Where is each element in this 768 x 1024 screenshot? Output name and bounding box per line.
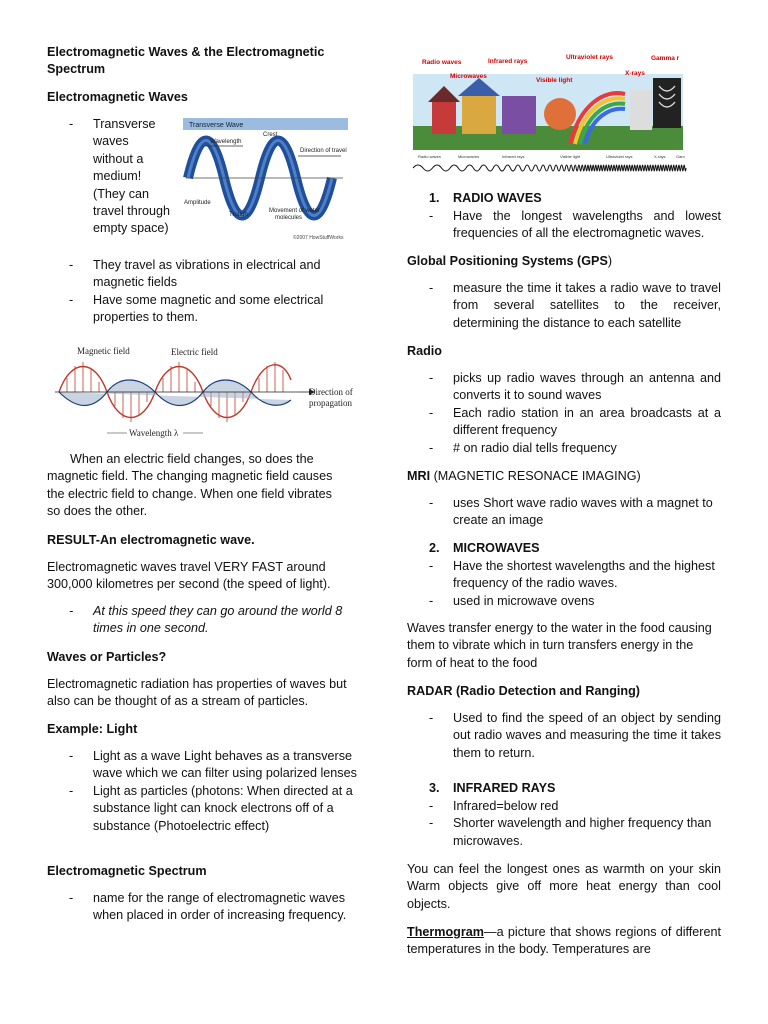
radio-waves-heading-list [407, 190, 721, 207]
gps-bullets [407, 280, 721, 332]
radar-heading: RADAR (Radio Detection and Ranging) [407, 684, 640, 698]
spectrum-bottom-label: X-rays [654, 154, 666, 159]
label-microwaves: Microwaves [450, 73, 487, 80]
crest-label: Crest [263, 132, 278, 138]
radio-bullets [407, 370, 721, 457]
radio-waves-bullets [407, 208, 721, 243]
radio-subheading: Radio [407, 344, 442, 358]
direction-label-2: propagation [309, 398, 352, 408]
bullet-vibrations: - They travel as vibrations in electrical and magnetic fields [47, 257, 347, 292]
amplitude-label: Amplitude [184, 200, 211, 206]
spectrum-bottom-label: Infrared rays [502, 154, 525, 159]
wavelength-label: Wavelength [210, 139, 242, 145]
bullet-radar: - Used to find the speed of an object by sending out radio waves and measuring the time it takes them to return. [407, 710, 721, 762]
microwave-oven [502, 96, 536, 134]
spectrum-bottom-label: Microwaves [458, 154, 480, 159]
bullet-radio-station: - Each radio station in an area broadcasts at a different frequency [407, 405, 721, 440]
transverse-wave-figure [183, 118, 348, 245]
house-1 [432, 100, 456, 134]
bullet-properties: - Have some magnetic and some electrical properties to them. [47, 292, 347, 327]
magnetic-field-label: Magnetic field [77, 346, 130, 356]
infrared-heading-list [407, 780, 721, 797]
bullet-transverse: - Transverse waves without a medium! (They can travel through empty space) [47, 116, 171, 238]
label-radio-waves: Radio waves [422, 59, 462, 66]
spectrum-figure [410, 44, 688, 176]
label-infrared: Infrared rays [488, 58, 528, 65]
bullet-light-wave: - Light as a wave Light behaves as a transverse wave which we can filter using polarized lenses [47, 748, 359, 783]
em-wave-figure [47, 340, 357, 440]
movement-label-2: molecules [275, 215, 303, 221]
spectrum-bottom-label: Visible light [560, 154, 581, 159]
microwaves-heading: 2. MICROWAVES [429, 541, 540, 555]
electric-field-label: Electric field [171, 347, 218, 357]
label-visible-light: Visible light [536, 77, 573, 84]
label-ultraviolet: Ultraviolet rays [566, 54, 613, 61]
infrared-bullets [407, 798, 721, 850]
heat-lamp [544, 98, 576, 130]
em-waves-bullets-2 [47, 257, 347, 327]
speed-paragraph: Electromagnetic waves travel VERY FAST around 300,000 kilometres per second (the speed of light). [47, 560, 331, 592]
light-bullets [47, 748, 359, 835]
bullet-radio-longest: - Have the longest wavelengths and lowest frequencies of all the electromagnetic waves. [407, 208, 721, 243]
bullet-light-particle: - Light as particles (photons: When directed at a substance light can knock electrons off of a substance (Photoelectric effect) [47, 783, 359, 835]
bullet-mri: - uses Short wave radio waves with a magnet to create an image [407, 495, 721, 530]
warmth-paragraph: You can feel the longest ones as warmth on your skin Warm objects give off more heat energy than cool objects. [407, 862, 721, 911]
bullet-radio-dial: - # on radio dial tells frequency [407, 440, 721, 457]
field-change-paragraph: When an electric field changes, so does the magnetic field. The changing magnetic field causes the electric field to change. When one field vibrates so does the other. [47, 452, 333, 519]
waves-energy-paragraph: Waves transfer energy to the water in the food causing them to vibrate which in turn transfers energy in the form of heat to the food [407, 621, 712, 670]
label-xrays: X-rays [625, 70, 645, 77]
spectrum-heading: Electromagnetic Spectrum [47, 864, 207, 878]
bullet-ir-below-red: - Infrared=below red [407, 798, 721, 815]
radar-bullets [407, 710, 721, 762]
radiation-paragraph: Electromagnetic radiation has properties of waves but also can be thought of as a stream of particles. [47, 677, 347, 709]
document-title: Electromagnetic Waves & the Electromagnetic Spectrum [47, 45, 325, 77]
gps-heading: Global Positioning Systems (GPS) [407, 254, 613, 268]
mri-bullets [407, 495, 721, 530]
infrared-heading: 3. INFRARED RAYS [429, 781, 556, 795]
section-heading-em-waves: Electromagnetic Waves [47, 90, 188, 104]
copyright-label: ©2007 HowStuffWorks [293, 235, 344, 241]
xray-image [653, 78, 681, 128]
result-line: RESULT-An electromagnetic wave. [47, 533, 255, 547]
spectrum-bottom-label: Radio waves [418, 154, 441, 159]
trough-label: Trough [229, 212, 248, 218]
label-gamma: Gamma r [651, 55, 680, 62]
xray-machine [630, 90, 652, 130]
bullet-micro-ovens: - used in microwave ovens [407, 593, 721, 610]
house-2 [462, 94, 496, 134]
waves-or-particles-heading: Waves or Particles? [47, 650, 167, 664]
spectrum-bottom-label: Ultraviolet rays [606, 154, 633, 159]
direction-label-1: Direction of [309, 387, 353, 397]
movement-label-1: Movement of water [269, 208, 321, 214]
example-light-heading: Example: Light [47, 722, 138, 736]
microwaves-bullets [407, 558, 721, 610]
bullet-radio-antenna: - picks up radio waves through an antenna and converts it to sound waves [407, 370, 721, 405]
bullet-speed: - At this speed they can go around the world 8 times in one second. [47, 603, 359, 638]
bullet-micro-shortest: - Have the shortest wavelengths and the highest frequency of the radio waves. [407, 558, 721, 593]
spectrum-bullets [47, 890, 362, 925]
thermogram-paragraph: Thermogram—a picture that shows regions of different temperatures in the body. Temperatures are [407, 925, 721, 957]
spectrum-bottom-label: Gam [676, 154, 685, 159]
bullet-spectrum: - name for the range of electromagnetic waves when placed in order of increasing frequency. [47, 890, 362, 925]
bullet-gps: - measure the time it takes a radio wave to travel from several satellites to the receiver, determining the distance to each satellite [407, 280, 721, 332]
microwaves-heading-list [407, 540, 721, 557]
direction-label: Direction of travel [300, 148, 347, 154]
bullet-ir-shorter: - Shorter wavelength and higher frequency than microwaves. [407, 815, 721, 850]
speed-bullets [47, 603, 359, 638]
radio-waves-heading: 1. RADIO WAVES [429, 191, 542, 205]
mri-heading: MRI (MAGNETIC RESONACE IMAGING) [407, 469, 641, 483]
figure-header-label: Transverse Wave [189, 122, 244, 129]
wavelength-lambda-label: Wavelength λ [129, 428, 179, 438]
